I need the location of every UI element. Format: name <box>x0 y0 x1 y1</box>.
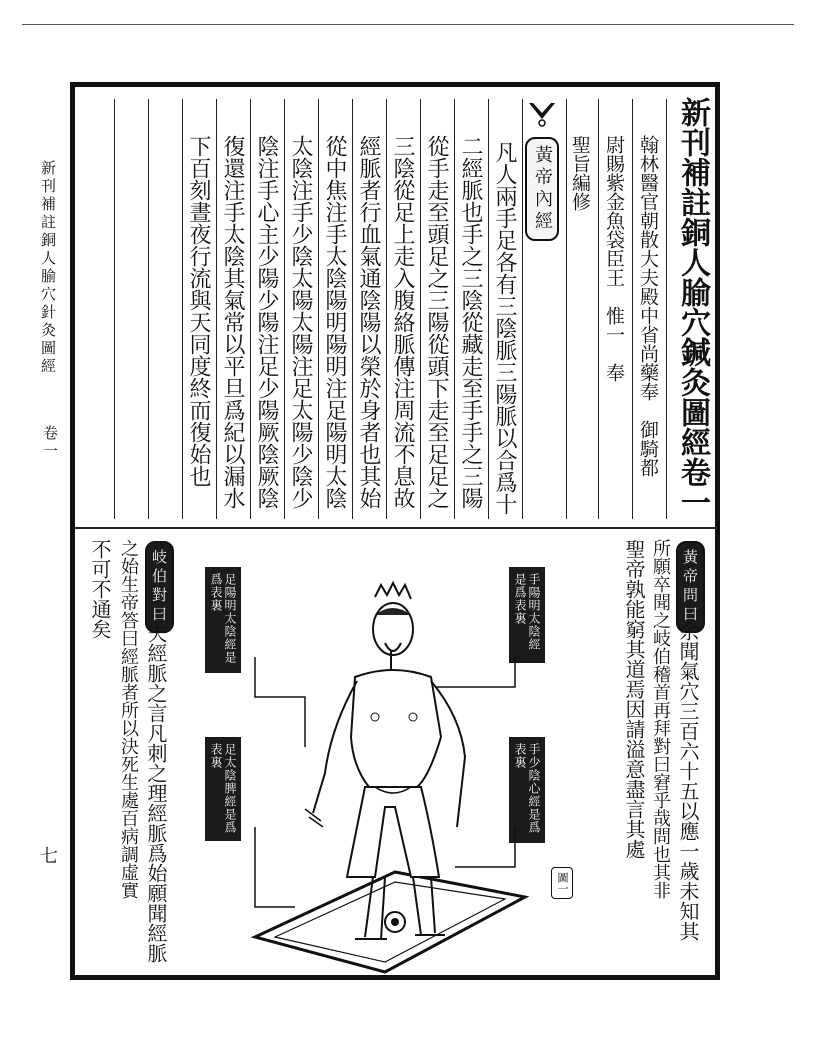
meridian-tag: 足太陰脾經是爲表裏 <box>205 737 241 841</box>
section-divider <box>75 527 715 529</box>
ornament-icon <box>527 101 557 127</box>
author-line-2: 尉賜紫金魚袋臣王 惟一 奉 <box>603 135 625 382</box>
answer-badge: 岐伯對曰 <box>145 541 174 633</box>
text-column-1: 凡人兩手足各有三陰脈三陽脈以合爲十 <box>492 141 517 515</box>
column-rule <box>488 99 489 519</box>
text-column-8: 陰注手心主少陽少陽注足少陽厥陰厥陰 <box>254 135 279 509</box>
running-title: 新刊補註銅人腧穴針灸圖經 <box>39 160 57 376</box>
column-rule <box>352 99 353 519</box>
figure-label: 圖一 <box>551 867 573 899</box>
text-column-6: 從中焦注手太陰陽明陽明注足陽明太陰 <box>322 135 347 509</box>
right-text-column-1: 余聞氣穴三百六十五以應一歲未知其 <box>676 621 700 941</box>
column-rule <box>284 99 285 519</box>
author-line-1: 翰林醫官朝散大夫殿中省尚藥奉 御騎都 <box>637 135 659 477</box>
meridian-tag: 足陽明太陰經是爲表裏 <box>205 567 241 673</box>
text-column-5: 經脈者行血氣通陰陽以榮於身者也其始 <box>356 135 381 509</box>
column-rule <box>114 99 115 519</box>
text-column-3: 從手走至頭足之三陽從頭下走至足足之 <box>424 135 449 509</box>
left-text-column-3: 不可不通矣 <box>88 539 112 639</box>
column-rule <box>386 99 387 519</box>
meridian-tag: 手陽明太陰經是爲表裏 <box>509 567 545 663</box>
column-rule <box>632 99 633 519</box>
column-rule <box>148 99 149 519</box>
column-rule <box>250 99 251 519</box>
meridian-tag: 手少陰心經是爲表裏 <box>509 737 545 843</box>
column-rule <box>420 99 421 519</box>
column-rule <box>522 99 523 519</box>
upper-text-block <box>85 95 710 525</box>
text-column-4: 三陰從足上走入腹絡脈傳注周流不息故 <box>390 135 415 509</box>
section-badge: 黃帝內經 <box>525 137 559 241</box>
author-line-3: 聖旨編修 <box>569 135 591 211</box>
book-page <box>70 82 720 980</box>
text-column-2: 二經脈也手之三陰從藏走至手手之三陽 <box>458 135 483 509</box>
column-rule <box>666 99 667 519</box>
acupuncture-figure-illustration <box>235 577 535 977</box>
column-rule <box>182 99 183 519</box>
volume-label: 卷一 <box>41 425 59 461</box>
text-column-7: 太陰注手少陰太陽太陽注足太陽少陰少 <box>288 135 313 509</box>
left-text-column-2: 之始生帝答曰經脈者所以決死生處百病調虛實 <box>118 539 139 899</box>
left-text-column-1: 夫經脈之言凡刺之理經脈爲始願聞經脈 <box>144 623 168 963</box>
question-badge: 黃帝問曰 <box>676 541 705 633</box>
column-rule <box>598 99 599 519</box>
column-rule <box>216 99 217 519</box>
page-top-rule <box>22 24 794 25</box>
lower-illustration-block <box>85 537 705 967</box>
right-text-column-2: 所願卒聞之岐伯稽首再拜對曰窘乎哉問也其非 <box>650 539 671 899</box>
page-number: 七 <box>40 846 58 867</box>
column-rule <box>566 99 567 519</box>
book-title: 新刊補註銅人腧穴鍼灸圖經卷一 <box>675 97 710 517</box>
right-text-column-3: 聖帝孰能窮其道焉因請溢意盡言其處 <box>622 539 646 859</box>
text-column-9: 復還注手太陰其氣常以平旦爲紀以漏水 <box>220 135 245 509</box>
column-rule <box>318 99 319 519</box>
text-column-10: 下百刻晝夜行流與天同度終而復始也 <box>186 135 211 487</box>
column-rule <box>454 99 455 519</box>
